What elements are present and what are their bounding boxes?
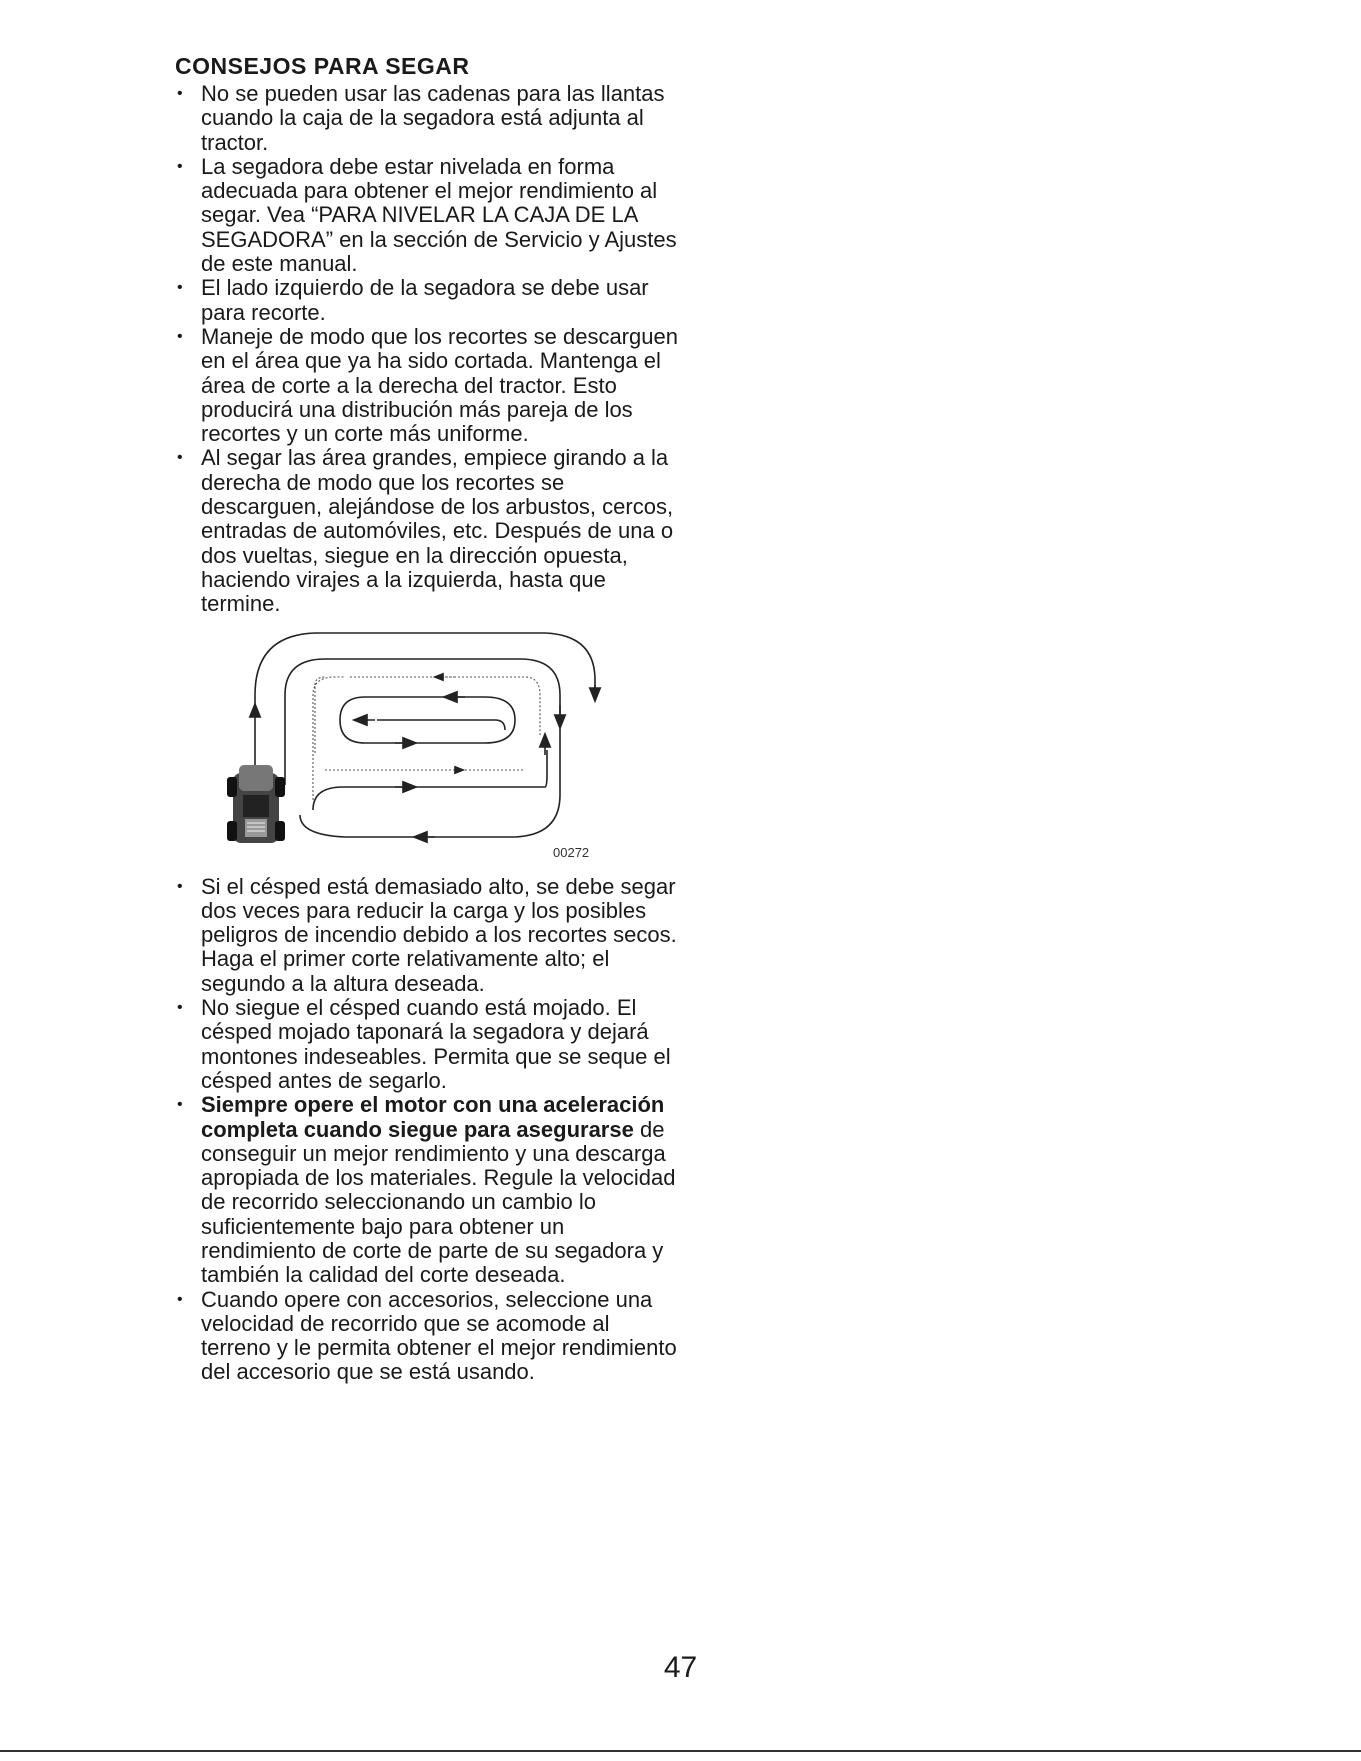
lawn-tractor-icon bbox=[227, 765, 285, 843]
list-item bbox=[175, 996, 685, 1093]
bullet-icon: • bbox=[177, 877, 183, 895]
mowing-pattern-diagram bbox=[215, 625, 645, 865]
bullet-icon: • bbox=[177, 1096, 183, 1114]
bullet-icon: • bbox=[177, 327, 183, 345]
bullet-icon: • bbox=[177, 999, 183, 1017]
bullet-icon: • bbox=[177, 157, 183, 175]
figure-code: 00272 bbox=[553, 844, 590, 860]
list-item bbox=[175, 1288, 685, 1385]
list-item bbox=[175, 155, 685, 276]
list-item-text: No se pueden usar las cadenas para las llantas cuando la caja de la segadora está adjunta al tractor. bbox=[201, 81, 665, 155]
list-item-text: de conseguir un mejor rendimiento y una descarga apropiada de los materiales. Regule la velocidad de recorrido seleccionando un cambio lo suficientemente bajo para obtener un rendimiento de corte de parte de su segadora y también la calidad del corte deseada. bbox=[201, 1116, 676, 1288]
page-bottom-rule bbox=[0, 1750, 1361, 1752]
list-item bbox=[175, 1093, 685, 1287]
list-item bbox=[175, 446, 685, 616]
bullet-icon: • bbox=[177, 279, 183, 297]
center-loop bbox=[340, 697, 515, 743]
mowing-path bbox=[255, 633, 595, 837]
bullet-icon: • bbox=[177, 85, 183, 102]
section-title: CONSEJOS PARA SEGAR bbox=[175, 53, 470, 79]
list-item-bold-text: Siempre opere el motor con una aceleración completa cuando siegue para asegurarse bbox=[201, 1092, 665, 1142]
list-item bbox=[175, 276, 685, 325]
list-item-text: La segadora debe estar nivelada en forma adecuada para obtener el mejor rendimiento al segar. Vea “PARA NIVELAR LA CAJA DE LA SEGADORA” en la sección de Servicio y Ajustes de este manual. bbox=[201, 153, 677, 277]
bullet-icon: • bbox=[177, 1290, 183, 1308]
tips-list-top bbox=[175, 82, 685, 617]
list-item-text: Maneje de modo que los recortes se descarguen en el área que ya ha sido cortada. Mantenga el área de corte a la derecha del tractor. Esto producirá una distribución más pareja de los recortes y un corte más uniforme. bbox=[201, 323, 678, 447]
tips-list-bottom bbox=[175, 875, 685, 1385]
list-item-text: No siegue el césped cuando está mojado. El césped mojado taponará la segadora y dejará montones indeseables. Permita que se seque el césped antes de segarlo. bbox=[201, 995, 671, 1093]
list-item bbox=[175, 82, 685, 155]
list-item bbox=[175, 875, 685, 996]
list-item-text: Si el césped está demasiado alto, se debe segar dos veces para reducir la carga y los posibles peligros de incendio debido a los recortes secos. Haga el primer corte relativamente alto; el segundo a la altura deseada. bbox=[201, 873, 677, 996]
list-item-text: Al segar las área grandes, empiece girando a la derecha de modo que los recortes se descarguen, alejándose de los arbustos, cercos, entradas de automóviles, etc. Después de una o dos vueltas, siegue en la dirección opuesta, haciendo virajes a la izquierda, hasta que termine. bbox=[201, 445, 674, 617]
content-column bbox=[175, 52, 685, 1385]
bullet-icon: • bbox=[177, 449, 183, 467]
list-item-text: El lado izquierdo de la segadora se debe usar para recorte. bbox=[201, 275, 649, 325]
list-item bbox=[175, 325, 685, 446]
mowing-path-svg bbox=[215, 625, 645, 865]
page-number: 47 bbox=[663, 1651, 698, 1684]
list-item-text: Cuando opere con accesorios, seleccione una velocidad de recorrido que se acomode al terreno y le permita obtener el mejor rendimiento del accesorio que se está usando. bbox=[201, 1286, 677, 1385]
